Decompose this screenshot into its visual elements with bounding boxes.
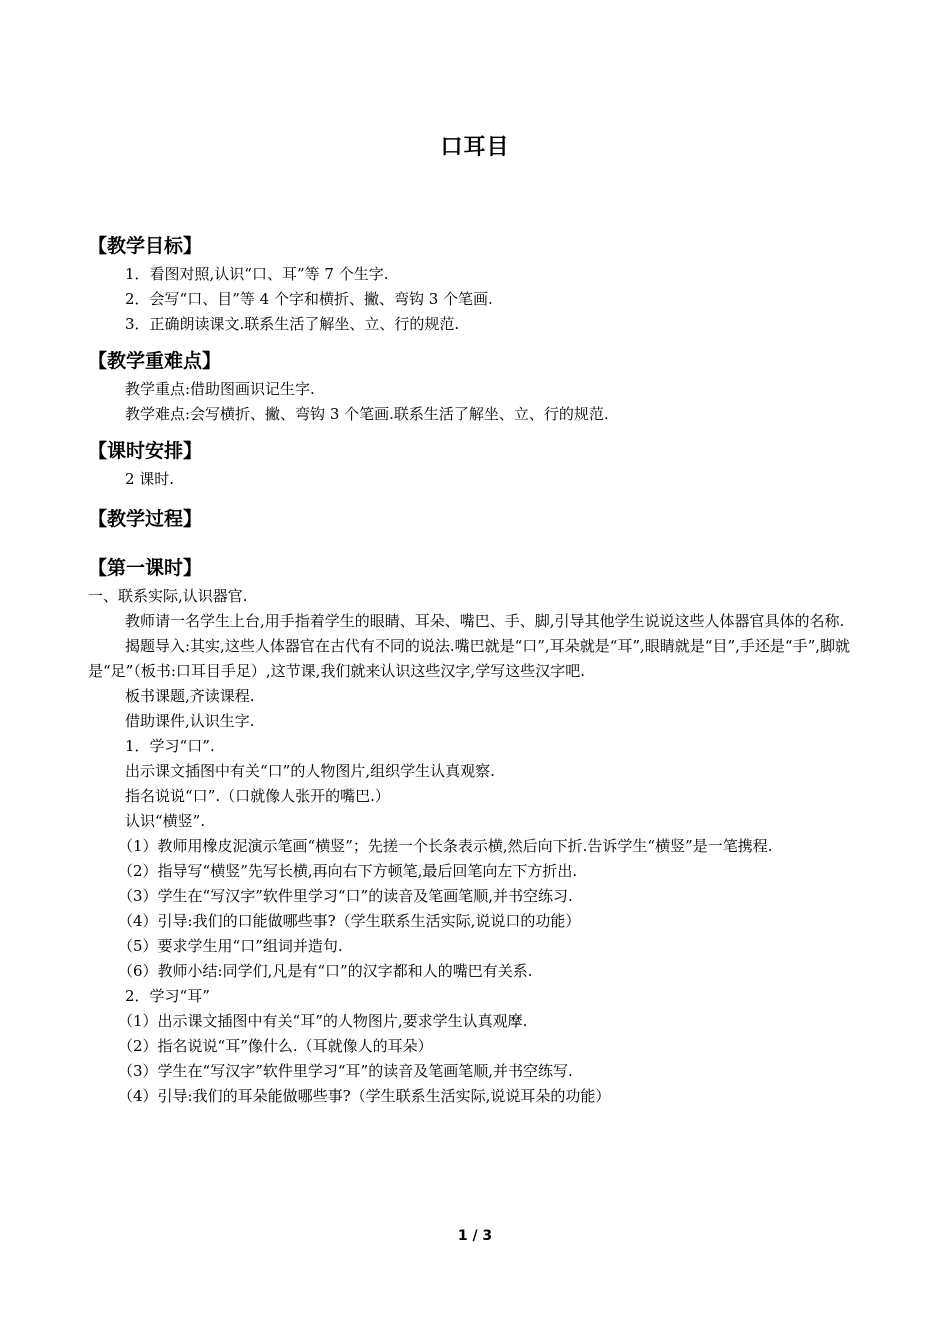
lesson-line-15: （6）教师小结:同学们,凡是有“口”的汉字都和人的嘴巴有关系. xyxy=(118,962,533,980)
lesson-line-9: 认识“横竖”. xyxy=(125,812,206,830)
goal-item-1: 1．看图对照,认识“口、耳”等 7 个生字. xyxy=(125,265,389,283)
heading-goals: 【教学目标】 xyxy=(88,235,203,257)
heading-schedule: 【课时安排】 xyxy=(88,440,203,462)
lesson-line-10: （1）教师用橡皮泥演示笔画“横竖”；先搓一个长条表示横,然后向下折.告诉学生“横竖”是一笔携程. xyxy=(118,837,773,855)
document-body xyxy=(88,232,864,1109)
lesson-line-12: （3）学生在“写汉字”软件里学习“口”的读音及笔画笔顺,并书空练习. xyxy=(118,887,573,905)
lesson-line-4: 板书课题,齐读课程. xyxy=(125,687,255,705)
lesson-line-8: 指名说说“口”.（口就像人张开的嘴巴.） xyxy=(125,787,390,805)
document-title: 口耳目 xyxy=(440,135,510,160)
lesson-line-19: （3）学生在“写汉字”软件里学习“耳”的读音及笔画笔顺,并书空练写. xyxy=(118,1062,573,1080)
goal-item-2: 2．会写“口、目”等 4 个字和横折、撇、弯钩 3 个笔画. xyxy=(125,290,493,308)
goal-item-3: 3．正确朗读课文.联系生活了解坐、立、行的规范. xyxy=(125,315,460,333)
lesson-line-1: 一、联系实际,认识器官. xyxy=(88,587,248,605)
lesson-line-7: 出示课文插图中有关“口”的人物图片,组织学生认真观察. xyxy=(125,762,495,780)
heading-process: 【教学过程】 xyxy=(88,508,203,530)
lesson-line-17: （1）出示课文插图中有关“耳”的人物图片,要求学生认真观摩. xyxy=(118,1012,528,1030)
page-indicator: 1 / 3 xyxy=(457,1228,493,1244)
lesson-line-20: （4）引导:我们的耳朵能做哪些事?（学生联系生活实际,说说耳朵的功能） xyxy=(118,1087,611,1105)
lesson-line-13: （4）引导:我们的口能做哪些事?（学生联系生活实际,说说口的功能） xyxy=(118,912,581,930)
lesson-line-18: （2）指名说说“耳”像什么.（耳就像人的耳朵） xyxy=(118,1037,433,1055)
lesson-line-16: 2．学习“耳” xyxy=(125,987,210,1005)
lesson-line-2: 教师请一名学生上台,用手指着学生的眼睛、耳朵、嘴巴、手、脚,引导其他学生说说这些人体器官具体的名称. xyxy=(125,612,845,630)
key-point-1: 教学重点:借助图画识记生字. xyxy=(125,380,315,398)
lesson-line-6: 1．学习“口”. xyxy=(125,737,215,755)
lesson-line-3: 揭题导入:其实,这些人体器官在古代有不同的说法.嘴巴就是“口”,耳朵就是“耳”,眼睛就是“目”,手还是“手”,脚就是“足”（板书:口耳目手足）,这节课,我们就来认识这些汉字,学写这些汉字吧. xyxy=(88,637,851,680)
lesson-line-5: 借助课件,认识生字. xyxy=(125,712,255,730)
lesson-line-11: （2）指导写“横竖”先写长横,再向右下方顿笔,最后回笔向左下方折出. xyxy=(118,862,578,880)
key-point-2: 教学难点:会写横折、撇、弯钩 3 个笔画.联系生活了解坐、立、行的规范. xyxy=(125,405,609,423)
heading-lesson-1: 【第一课时】 xyxy=(88,557,203,579)
lesson-line-14: （5）要求学生用“口”组词并造句. xyxy=(118,937,343,955)
heading-key-points: 【教学重难点】 xyxy=(88,350,222,372)
schedule-text: 2 课时. xyxy=(125,470,175,488)
